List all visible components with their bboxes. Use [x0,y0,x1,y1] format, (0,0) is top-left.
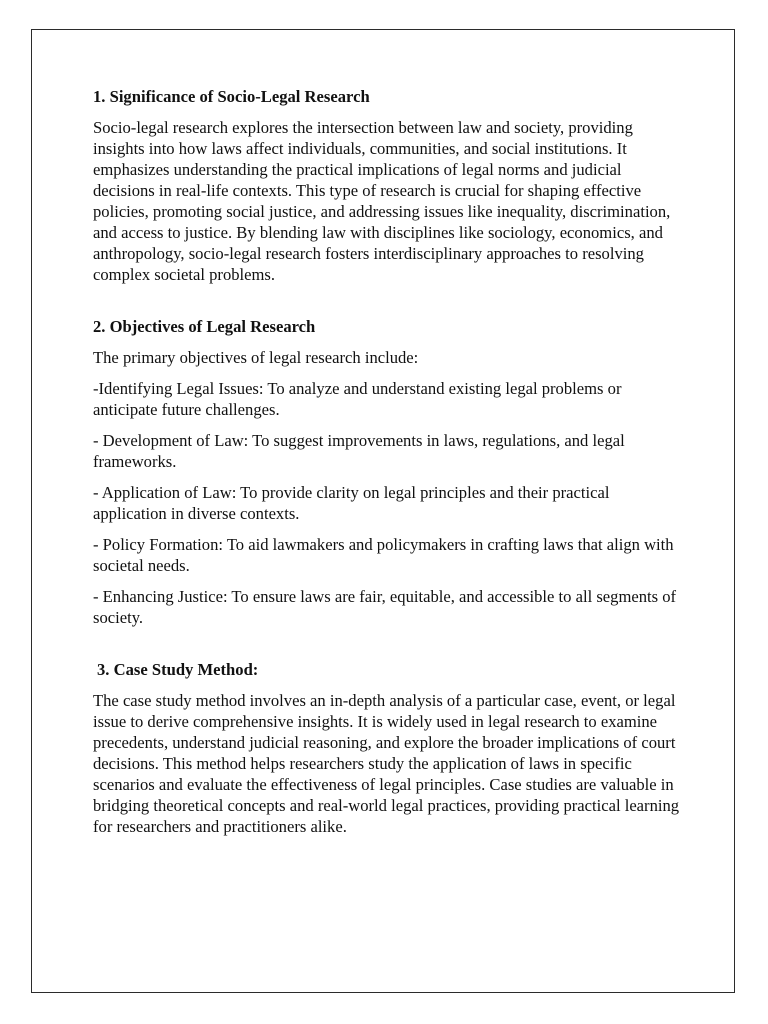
section-heading: 3. Case Study Method: [97,660,259,679]
section-paragraph: Socio-legal research explores the intersection between law and society, providing insights into how laws affect individuals, communities, and social institutions. It emphasizes understanding the practical implications of legal norms and judicial decisions in real-life contexts. This type of research is crucial for shaping effective policies, promoting social justice, and addressing issues like inequality, discrimination, and access to justice. By blending law with disciplines like sociology, economics, and anthropology, socio-legal research fosters interdisciplinary approaches to resolving complex societal problems. [93,118,671,284]
list-item: - Policy Formation: To aid lawmakers and policymakers in crafting laws that align with societal needs. [93,535,674,575]
section-paragraph: The case study method involves an in-depth analysis of a particular case, event, or legal issue to derive comprehensive insights. It is widely used in legal research to examine precedents, understand judicial reasoning, and explore the broader implications of court decisions. This method helps researchers study the application of laws in specific scenarios and evaluate the effectiveness of legal principles. Case studies are valuable in bridging theoretical concepts and real-world legal practices, providing practical learning for researchers and practitioners alike. [93,691,680,836]
list-item: - Development of Law: To suggest improvements in laws, regulations, and legal frameworks. [93,431,625,471]
section-objectives [93,316,683,628]
list-item: - Enhancing Justice: To ensure laws are fair, equitable, and accessible to all segments of society. [93,587,677,627]
section-heading: 2. Objectives of Legal Research [93,317,316,336]
section-intro: The primary objectives of legal research include: [93,348,419,367]
list-item: -Identifying Legal Issues: To analyze and understand existing legal problems or anticipate future challenges. [93,379,622,419]
list-item: - Application of Law: To provide clarity on legal principles and their practical application in diverse contexts. [93,483,610,523]
section-heading: 1. Significance of Socio-Legal Research [93,87,370,106]
section-case-study [93,659,683,837]
section-significance [93,86,683,285]
document-body [93,86,683,847]
